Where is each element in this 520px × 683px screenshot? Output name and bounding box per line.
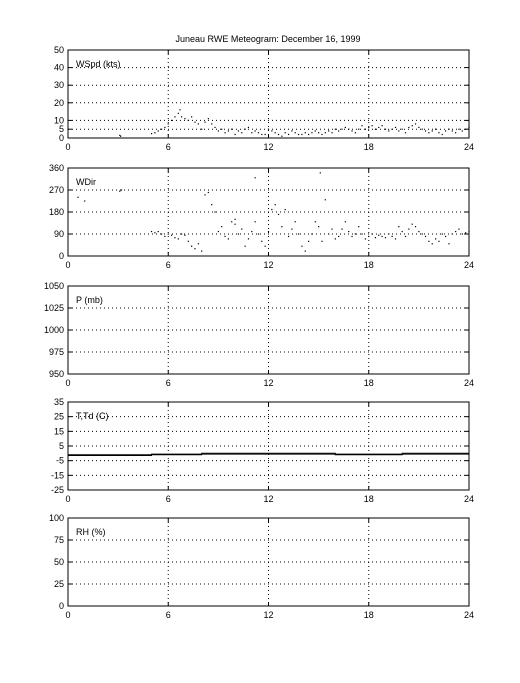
data-point bbox=[308, 134, 309, 135]
data-point bbox=[161, 233, 162, 234]
x-tick-label: 12 bbox=[263, 610, 274, 620]
data-point bbox=[265, 134, 266, 135]
x-tick-label: 6 bbox=[165, 142, 171, 152]
data-point bbox=[285, 209, 286, 210]
data-point bbox=[121, 189, 122, 190]
data-point bbox=[265, 246, 266, 247]
data-point bbox=[204, 194, 205, 195]
data-point bbox=[278, 134, 279, 135]
data-point bbox=[320, 172, 321, 173]
data-point bbox=[271, 130, 272, 131]
data-point bbox=[261, 134, 262, 135]
x-tick-label: 24 bbox=[463, 142, 475, 152]
panel-4 bbox=[51, 397, 474, 504]
y-tick-label: 75 bbox=[53, 535, 64, 545]
data-point bbox=[422, 129, 423, 130]
data-point bbox=[448, 129, 449, 130]
data-point bbox=[348, 129, 349, 130]
data-point bbox=[351, 130, 352, 131]
data-point bbox=[442, 233, 443, 234]
data-point bbox=[468, 127, 469, 128]
data-point bbox=[231, 221, 232, 222]
y-tick-label: 25 bbox=[53, 579, 64, 589]
y-tick-label: 25 bbox=[53, 411, 64, 422]
data-point bbox=[191, 116, 192, 117]
data-point bbox=[385, 237, 386, 238]
data-point bbox=[238, 233, 239, 234]
data-point bbox=[462, 130, 463, 131]
data-point bbox=[315, 130, 316, 131]
data-point bbox=[305, 132, 306, 133]
data-point bbox=[278, 214, 279, 215]
data-point bbox=[211, 123, 212, 124]
data-point bbox=[331, 229, 332, 230]
panel-5 bbox=[49, 513, 474, 620]
data-point bbox=[251, 231, 252, 232]
y-tick-label: 5 bbox=[58, 124, 64, 135]
data-point bbox=[341, 129, 342, 130]
data-point bbox=[408, 127, 409, 128]
data-point bbox=[298, 134, 299, 135]
data-point bbox=[218, 130, 219, 131]
data-point bbox=[455, 132, 456, 133]
data-point bbox=[418, 127, 419, 128]
data-point bbox=[151, 231, 152, 232]
data-point bbox=[281, 136, 282, 137]
y-tick-label: 270 bbox=[48, 185, 64, 195]
data-point bbox=[442, 134, 443, 135]
data-point bbox=[255, 130, 256, 131]
data-point bbox=[318, 226, 319, 227]
data-point bbox=[271, 209, 272, 210]
data-point bbox=[331, 132, 332, 133]
data-point bbox=[295, 132, 296, 133]
data-point bbox=[382, 125, 383, 126]
x-tick-label: 6 bbox=[165, 260, 171, 270]
data-point bbox=[375, 237, 376, 238]
data-point bbox=[258, 233, 259, 234]
data-point bbox=[371, 233, 372, 234]
x-tick-label: 0 bbox=[65, 494, 71, 504]
data-point bbox=[248, 127, 249, 128]
data-point bbox=[198, 243, 199, 244]
data-point bbox=[415, 123, 416, 124]
x-tick-label: 0 bbox=[65, 142, 71, 152]
data-point bbox=[77, 197, 78, 198]
data-point bbox=[338, 236, 339, 237]
data-point bbox=[208, 192, 209, 193]
y-tick-label: 1050 bbox=[43, 281, 64, 291]
y-tick-label: -25 bbox=[50, 485, 64, 495]
data-point bbox=[178, 113, 179, 114]
data-point bbox=[448, 243, 449, 244]
data-point bbox=[168, 123, 169, 124]
data-point bbox=[245, 246, 246, 247]
data-point bbox=[398, 226, 399, 227]
figure-title: Juneau RWE Meteogram: December 16, 1999 bbox=[175, 34, 361, 44]
data-point bbox=[438, 241, 439, 242]
data-point bbox=[275, 132, 276, 133]
data-point bbox=[194, 248, 195, 249]
data-point bbox=[198, 123, 199, 124]
data-point bbox=[428, 132, 429, 133]
data-point bbox=[184, 118, 185, 119]
data-point bbox=[245, 129, 246, 130]
data-point bbox=[248, 238, 249, 239]
data-point bbox=[458, 229, 459, 230]
data-point bbox=[395, 238, 396, 239]
data-point bbox=[161, 129, 162, 130]
panel-label: T,Td (C) bbox=[76, 411, 109, 421]
y-tick-label: 90 bbox=[53, 229, 64, 239]
x-tick-label: 12 bbox=[263, 260, 274, 270]
data-point bbox=[455, 231, 456, 232]
data-point bbox=[358, 226, 359, 227]
y-tick-label: 180 bbox=[48, 207, 64, 217]
data-point bbox=[315, 221, 316, 222]
data-point bbox=[438, 132, 439, 133]
data-point bbox=[174, 116, 175, 117]
data-point bbox=[301, 134, 302, 135]
data-point bbox=[255, 221, 256, 222]
x-tick-label: 18 bbox=[363, 260, 374, 270]
data-point bbox=[181, 233, 182, 234]
data-point bbox=[355, 132, 356, 133]
data-point bbox=[228, 130, 229, 131]
data-point bbox=[305, 251, 306, 252]
x-tick-label: 6 bbox=[165, 610, 171, 620]
data-point bbox=[201, 129, 202, 130]
data-point bbox=[194, 122, 195, 123]
data-point bbox=[345, 127, 346, 128]
data-point bbox=[238, 130, 239, 131]
data-point bbox=[214, 211, 215, 212]
data-point bbox=[378, 235, 379, 236]
data-point bbox=[402, 231, 403, 232]
data-point bbox=[465, 129, 466, 130]
y-tick-label: 360 bbox=[48, 163, 64, 173]
data-point bbox=[255, 177, 256, 178]
y-tick-label: 40 bbox=[53, 62, 64, 73]
data-point bbox=[228, 238, 229, 239]
data-point bbox=[268, 231, 269, 232]
data-point bbox=[281, 226, 282, 227]
panel-label: P (mb) bbox=[76, 295, 103, 305]
y-tick-label: 50 bbox=[53, 45, 64, 55]
data-point bbox=[241, 229, 242, 230]
data-point bbox=[291, 229, 292, 230]
data-point bbox=[208, 118, 209, 119]
data-point bbox=[351, 236, 352, 237]
data-point bbox=[378, 127, 379, 128]
data-point bbox=[311, 233, 312, 234]
data-point bbox=[321, 241, 322, 242]
data-point bbox=[171, 235, 172, 236]
data-point bbox=[191, 246, 192, 247]
data-point bbox=[375, 129, 376, 130]
x-tick-label: 18 bbox=[363, 610, 374, 620]
data-point bbox=[318, 132, 319, 133]
data-point bbox=[178, 238, 179, 239]
data-point bbox=[405, 236, 406, 237]
y-tick-label: 5 bbox=[58, 441, 64, 451]
y-tick-label: 30 bbox=[53, 80, 64, 91]
data-point bbox=[234, 134, 235, 135]
data-point bbox=[211, 204, 212, 205]
data-point bbox=[321, 134, 322, 135]
y-tick-label: 10 bbox=[53, 115, 64, 126]
data-point bbox=[385, 129, 386, 130]
data-point bbox=[325, 199, 326, 200]
x-tick-label: 6 bbox=[165, 378, 171, 388]
data-point bbox=[365, 238, 366, 239]
data-point bbox=[415, 226, 416, 227]
data-point bbox=[412, 125, 413, 126]
data-point bbox=[398, 130, 399, 131]
data-point bbox=[361, 233, 362, 234]
data-point bbox=[402, 129, 403, 130]
data-point bbox=[221, 226, 222, 227]
data-point bbox=[335, 129, 336, 130]
data-point bbox=[328, 233, 329, 234]
y-tick-label: 0 bbox=[58, 251, 64, 261]
data-point bbox=[348, 231, 349, 232]
data-point bbox=[392, 236, 393, 237]
y-tick-label: -5 bbox=[55, 455, 64, 466]
data-point bbox=[179, 109, 180, 110]
data-point bbox=[301, 246, 302, 247]
data-point bbox=[261, 241, 262, 242]
data-point bbox=[204, 122, 205, 123]
panel-3 bbox=[44, 281, 474, 388]
data-point bbox=[268, 129, 269, 130]
data-point bbox=[251, 132, 252, 133]
data-point bbox=[328, 130, 329, 131]
data-point bbox=[158, 231, 159, 232]
data-point bbox=[435, 129, 436, 130]
y-tick-label: 20 bbox=[53, 97, 64, 108]
data-point bbox=[445, 236, 446, 237]
data-point bbox=[288, 134, 289, 135]
x-tick-label: 18 bbox=[363, 494, 374, 504]
data-point bbox=[395, 127, 396, 128]
data-point bbox=[158, 130, 159, 131]
y-tick-label: 100 bbox=[48, 513, 64, 523]
x-tick-label: 0 bbox=[65, 260, 71, 270]
data-point bbox=[151, 133, 152, 134]
data-point bbox=[308, 241, 309, 242]
data-point bbox=[422, 233, 423, 234]
x-tick-label: 18 bbox=[363, 378, 374, 388]
data-point bbox=[358, 129, 359, 130]
data-point bbox=[388, 130, 389, 131]
data-point bbox=[241, 132, 242, 133]
data-point bbox=[164, 127, 165, 128]
data-point bbox=[184, 235, 185, 236]
panel-1 bbox=[54, 45, 474, 152]
panel-2 bbox=[49, 163, 474, 270]
panel-label: RH (%) bbox=[76, 527, 106, 537]
data-point bbox=[231, 129, 232, 130]
data-point bbox=[181, 116, 182, 117]
data-point bbox=[458, 129, 459, 130]
x-tick-label: 0 bbox=[65, 378, 71, 388]
data-point bbox=[418, 231, 419, 232]
panel-label: WDir bbox=[76, 177, 96, 187]
data-point bbox=[164, 236, 165, 237]
data-point bbox=[154, 232, 155, 233]
x-tick-label: 12 bbox=[263, 494, 274, 504]
data-point bbox=[468, 231, 469, 232]
data-point bbox=[298, 233, 299, 234]
data-point bbox=[119, 191, 120, 192]
x-tick-label: 24 bbox=[463, 494, 475, 504]
data-point bbox=[325, 132, 326, 133]
x-tick-label: 6 bbox=[165, 494, 171, 504]
data-point bbox=[214, 127, 215, 128]
data-point bbox=[221, 129, 222, 130]
data-point bbox=[338, 130, 339, 131]
data-point bbox=[452, 130, 453, 131]
data-point bbox=[84, 200, 85, 201]
data-point bbox=[361, 125, 362, 126]
data-point bbox=[382, 236, 383, 237]
y-tick-label: 15 bbox=[53, 426, 64, 437]
data-point bbox=[341, 229, 342, 230]
data-point bbox=[345, 221, 346, 222]
y-tick-label: 0 bbox=[58, 601, 64, 611]
y-tick-label: 1025 bbox=[43, 303, 64, 313]
data-point bbox=[435, 238, 436, 239]
data-point bbox=[224, 132, 225, 133]
data-point bbox=[405, 132, 406, 133]
data-point bbox=[285, 132, 286, 133]
data-point bbox=[432, 130, 433, 131]
data-point bbox=[291, 130, 292, 131]
y-tick-label: 975 bbox=[48, 347, 64, 357]
data-point bbox=[371, 125, 372, 126]
data-point bbox=[275, 204, 276, 205]
y-tick-label: 1000 bbox=[43, 325, 64, 335]
data-point bbox=[154, 132, 155, 133]
data-point bbox=[368, 127, 369, 128]
data-point bbox=[428, 241, 429, 242]
data-point bbox=[201, 251, 202, 252]
data-point bbox=[368, 236, 369, 237]
data-point bbox=[425, 236, 426, 237]
x-tick-label: 24 bbox=[463, 260, 475, 270]
data-point bbox=[295, 221, 296, 222]
y-tick-label: 0 bbox=[58, 133, 64, 143]
x-tick-label: 12 bbox=[263, 378, 274, 388]
y-tick-label: -15 bbox=[50, 470, 64, 481]
x-tick-label: 24 bbox=[463, 378, 475, 388]
data-point bbox=[365, 129, 366, 130]
data-point bbox=[234, 224, 235, 225]
data-point bbox=[355, 233, 356, 234]
data-point bbox=[218, 231, 219, 232]
data-point bbox=[188, 120, 189, 121]
data-point bbox=[258, 132, 259, 133]
data-point bbox=[465, 232, 466, 233]
data-point bbox=[224, 236, 225, 237]
data-point bbox=[462, 233, 463, 234]
data-point bbox=[392, 129, 393, 130]
data-point bbox=[335, 238, 336, 239]
data-point bbox=[311, 132, 312, 133]
y-tick-label: 50 bbox=[53, 557, 64, 567]
data-point bbox=[452, 233, 453, 234]
data-point bbox=[425, 130, 426, 131]
x-tick-label: 0 bbox=[65, 610, 71, 620]
data-point bbox=[388, 233, 389, 234]
data-point bbox=[288, 236, 289, 237]
data-point bbox=[412, 224, 413, 225]
data-point bbox=[432, 243, 433, 244]
data-point bbox=[168, 233, 169, 234]
data-point bbox=[188, 241, 189, 242]
x-tick-label: 24 bbox=[463, 610, 475, 620]
x-tick-label: 18 bbox=[363, 142, 374, 152]
y-tick-label: 950 bbox=[48, 369, 64, 379]
data-point bbox=[120, 136, 121, 137]
data-point bbox=[234, 219, 235, 220]
y-tick-label: 35 bbox=[53, 397, 64, 407]
data-point bbox=[174, 237, 175, 238]
data-point bbox=[408, 229, 409, 230]
x-tick-label: 12 bbox=[263, 142, 274, 152]
data-point bbox=[171, 120, 172, 121]
data-point bbox=[445, 130, 446, 131]
panel-label: WSpd (kts) bbox=[76, 59, 121, 69]
